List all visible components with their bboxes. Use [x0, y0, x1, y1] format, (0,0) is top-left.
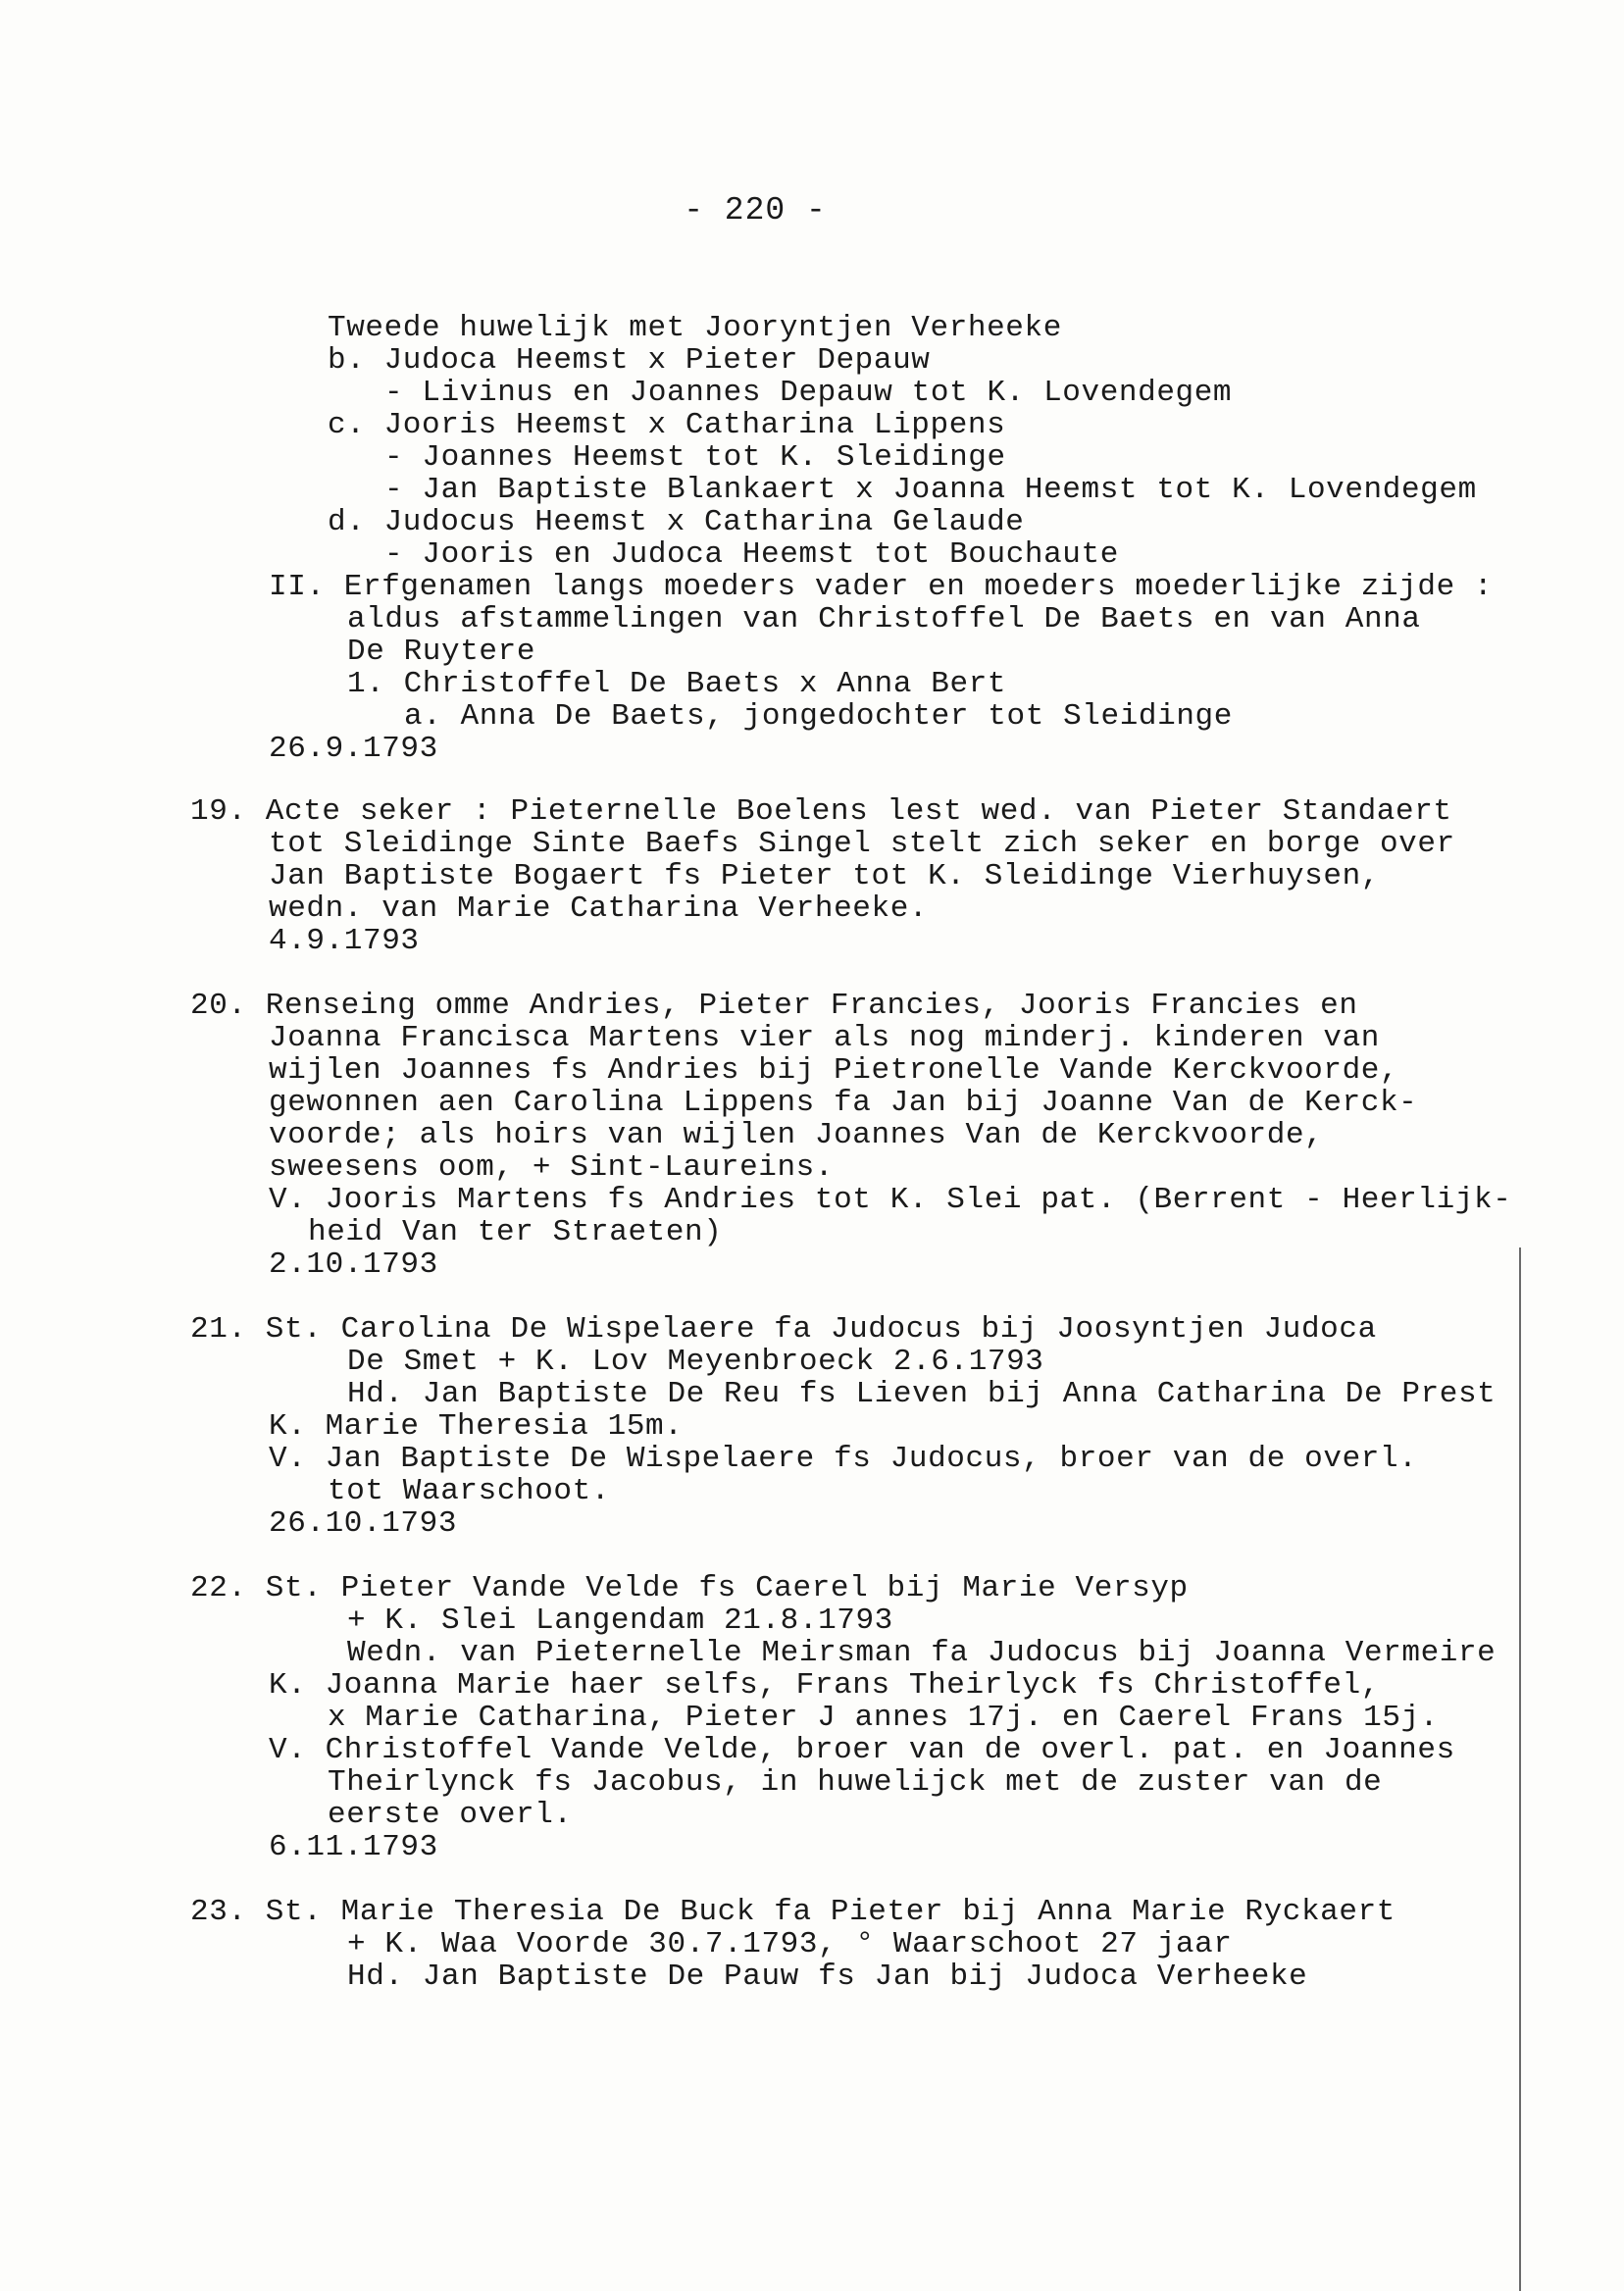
text-line: Jan Baptiste Bogaert fs Pieter tot K. Sleidinge Vierhuysen, — [269, 859, 1380, 893]
text-line: V. Jan Baptiste De Wispelaere fs Judocus, broer van de overl. — [269, 1442, 1418, 1476]
text-line: Wedn. van Pieternelle Meirsman fa Judocus bij Joanna Vermeire — [347, 1636, 1497, 1670]
entry-date: 4.9.1793 — [269, 924, 420, 958]
text-line: - Jan Baptiste Blankaert x Joanna Heemst tot K. Lovendegem — [384, 473, 1477, 507]
entry-21-header: 21. St. Carolina De Wispelaere fa Judocus bij Joosyntjen Judoca — [190, 1312, 1377, 1347]
entry-19-header: 19. Acte seker : Pieternelle Boelens lest wed. van Pieter Standaert — [190, 794, 1452, 829]
text-line: voorde; als hoirs van wijlen Joannes Van de Kerckvoorde, — [269, 1118, 1324, 1152]
text-line: sweesens oom, + Sint-Laureins. — [269, 1150, 835, 1185]
text-line: Hd. Jan Baptiste De Reu fs Lieven bij Anna Catharina De Prest — [347, 1377, 1497, 1411]
text-line: gewonnen aen Carolina Lippens fa Jan bij Joanne Van de Kerck- — [269, 1086, 1418, 1120]
text-line: d. Judocus Heemst x Catharina Gelaude — [328, 505, 1025, 539]
text-line: V. Christoffel Vande Velde, broer van de overl. pat. en Joannes — [269, 1733, 1455, 1767]
text-line: tot Sleidinge Sinte Baefs Singel stelt zich seker en borge over — [269, 827, 1455, 861]
text-line: Hd. Jan Baptiste De Pauw fs Jan bij Judoca Verheeke — [347, 1960, 1308, 1994]
entry-date: 26.10.1793 — [269, 1506, 458, 1541]
text-line: 1. Christoffel De Baets x Anna Bert — [347, 667, 1007, 701]
entry-23-header: 23. St. Marie Theresia De Buck fa Pieter bij Anna Marie Ryckaert — [190, 1895, 1396, 1929]
entry-date: 26.9.1793 — [269, 732, 438, 766]
text-line: + K. Waa Voorde 30.7.1793, ° Waarschoot 27 jaar — [347, 1927, 1233, 1961]
text-line: De Smet + K. Lov Meyenbroeck 2.6.1793 — [347, 1345, 1044, 1379]
text-line: a. Anna De Baets, jongedochter tot Sleidinge — [404, 699, 1233, 734]
entry-date: 2.10.1793 — [269, 1247, 438, 1282]
text-line: II. Erfgenamen langs moeders vader en moeders moederlijke zijde : — [269, 570, 1494, 604]
text-line: K. Joanna Marie haer selfs, Frans Theirlyck fs Christoffel, — [269, 1668, 1380, 1703]
text-line: c. Jooris Heemst x Catharina Lippens — [328, 408, 1006, 442]
text-line: - Livinus en Joannes Depauw tot K. Lovendegem — [384, 376, 1233, 410]
text-line: Joanna Francisca Martens vier als nog minderj. kinderen van — [269, 1021, 1380, 1055]
page-number: - 220 - — [684, 192, 827, 229]
text-line: V. Jooris Martens fs Andries tot K. Slei pat. (Berrent - Heerlijk- — [269, 1183, 1512, 1217]
entry-20-header: 20. Renseing omme Andries, Pieter Francies, Jooris Francies en — [190, 989, 1358, 1023]
text-line: x Marie Catharina, Pieter J annes 17j. en Caerel Frans 15j. — [328, 1701, 1439, 1735]
text-line: De Ruytere — [347, 635, 536, 669]
text-line: K. Marie Theresia 15m. — [269, 1409, 684, 1444]
text-line: + K. Slei Langendam 21.8.1793 — [347, 1604, 893, 1638]
text-line: eerste overl. — [328, 1798, 573, 1832]
text-line: wijlen Joannes fs Andries bij Pietronelle Vande Kerckvoorde, — [269, 1053, 1399, 1088]
entry-22-header: 22. St. Pieter Vande Velde fs Caerel bij Marie Versyp — [190, 1571, 1189, 1605]
text-line: aldus afstammelingen van Christoffel De Baets en van Anna — [347, 602, 1421, 636]
text-line: Tweede huwelijk met Jooryntjen Verheeke — [328, 311, 1062, 345]
text-line: wedn. van Marie Catharina Verheeke. — [269, 891, 929, 926]
text-line: - Jooris en Judoca Heemst tot Bouchaute — [384, 537, 1119, 572]
text-line: Theirlynck fs Jacobus, in huwelijck met de zuster van de — [328, 1765, 1383, 1800]
entry-date: 6.11.1793 — [269, 1830, 438, 1864]
text-line: b. Judoca Heemst x Pieter Depauw — [328, 343, 931, 378]
text-line: heid Van ter Straeten) — [308, 1215, 723, 1249]
text-line: tot Waarschoot. — [328, 1474, 611, 1508]
text-line: - Joannes Heemst tot K. Sleidinge — [384, 440, 1006, 475]
margin-rule — [1519, 1247, 1521, 2291]
